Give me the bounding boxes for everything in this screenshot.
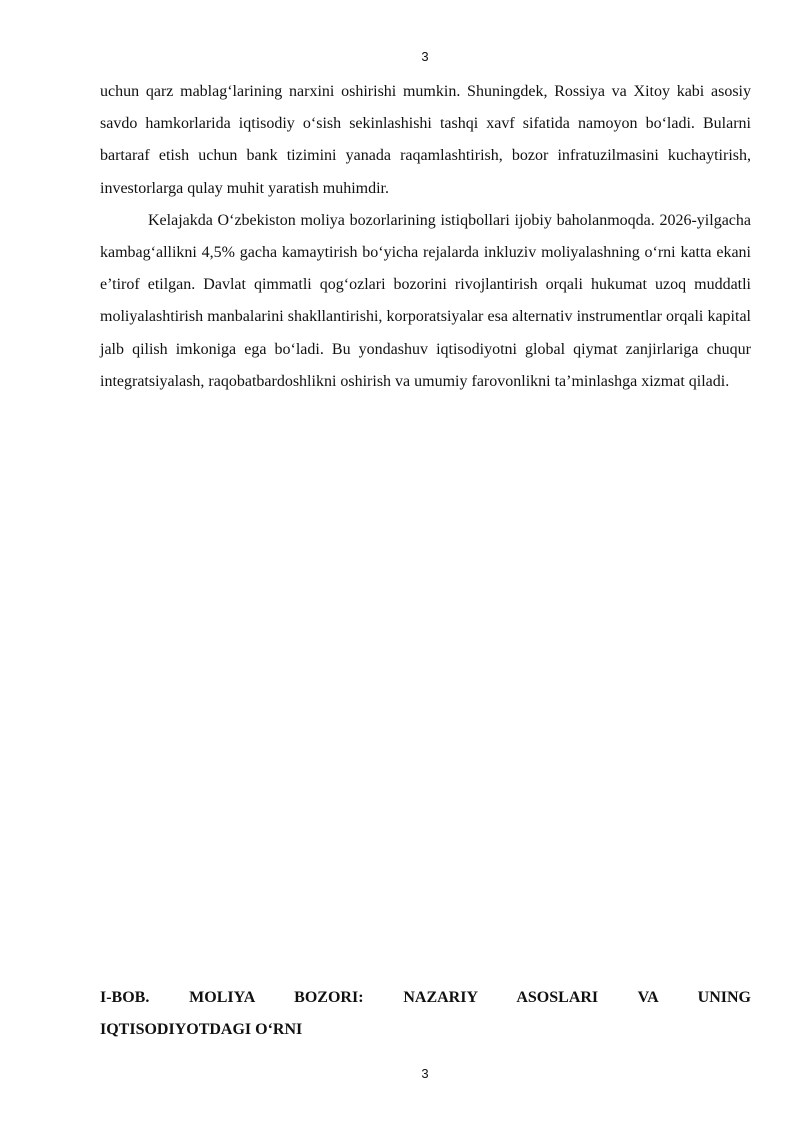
chapter-heading-line1: I-BOB. MOLIYA BOZORI: NAZARIY ASOSLARI VA UNING — [100, 989, 751, 1006]
body-text — [100, 76, 751, 398]
chapter-heading — [100, 982, 751, 1046]
page-number-top: 3 — [421, 49, 429, 64]
paragraph-outlook: Kelajakda O‘zbekiston moliya bozorlarining istiqbollari ijobiy baholanmoqda. 2026-yilgacha kambag‘allikni 4,5% gacha kamaytirish bo‘yicha rejalarda inkluziv moliyalashning o‘rni katta ekani e’tirof etilgan. Davlat qimmatli qog‘ozlari bozorini rivojlantirish orqali hukumat uzoq muddatli moliyalashtirish manbalarini shakllantirishi, korporatsiyalar esa alternativ instrumentlar orqali kapital jalb qilish imkoniga ega bo‘ladi. Bu yondashuv iqtisodiyotni global qiymat zanjirlariga chuqur integratsiyalash, raqobatbardoshlikni oshirish va umumiy farovonlikni ta’minlashga xizmat qiladi. — [100, 211, 751, 390]
page-number-bottom: 3 — [421, 1066, 429, 1081]
chapter-heading-line2: IQTISODIYOTDAGI O‘RNI — [100, 1021, 303, 1039]
paragraph-continuation: uchun qarz mablag‘larining narxini oshirishi mumkin. Shuningdek, Rossiya va Xitoy kabi asosiy savdo hamkorlarida iqtisodiy o‘sish sekinlashishi tashqi xavf sifatida namoyon bo‘ladi. Bularni bartaraf etish uchun bank tizimini yanada raqamlashtirish, bozor infratuzilmasini kuchaytirish, investorlarga qulay muhit yaratish muhimdir. — [100, 83, 751, 197]
